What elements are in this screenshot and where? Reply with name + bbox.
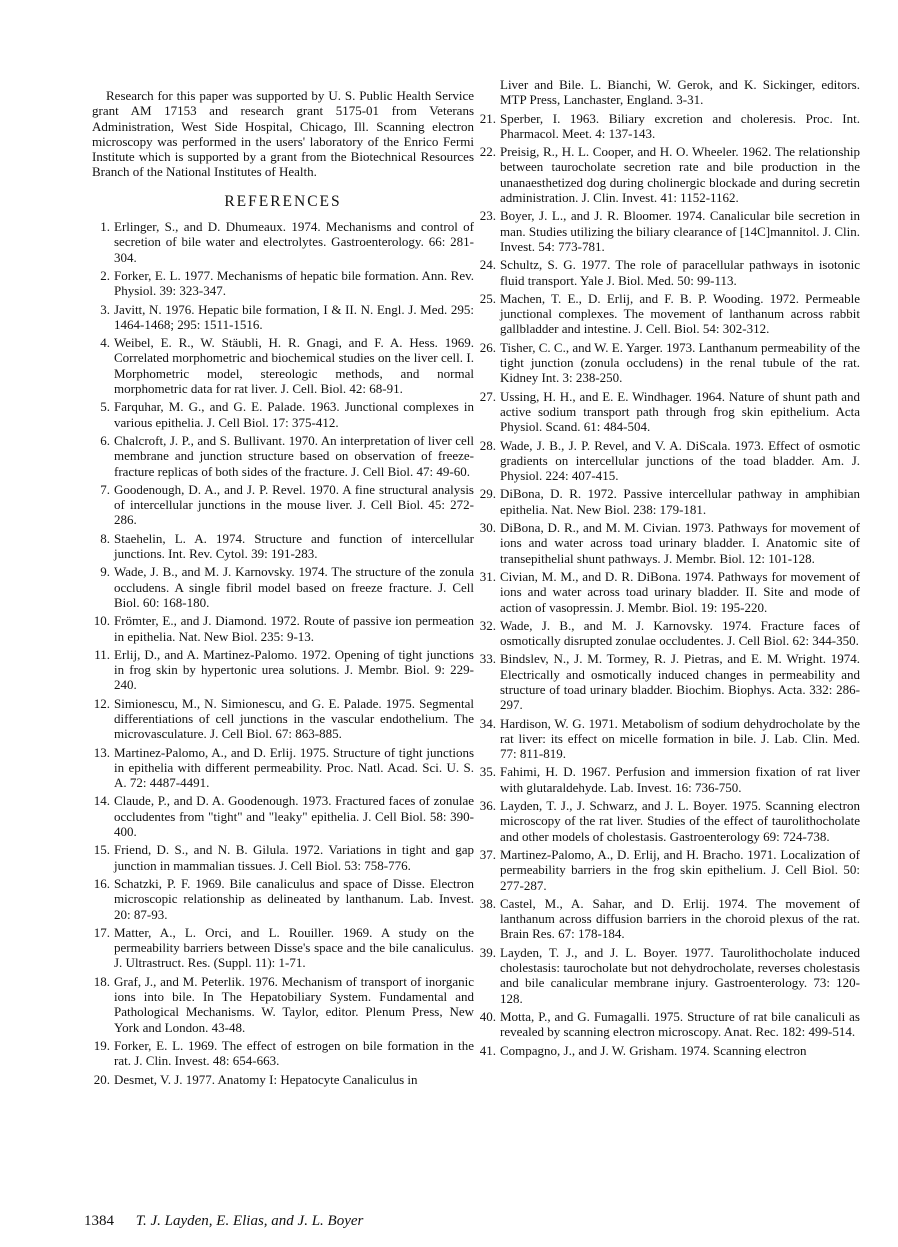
- reference-number: 13.: [93, 744, 110, 760]
- reference-item: [478, 438, 860, 484]
- reference-number: 6.: [100, 432, 110, 448]
- reference-item: [478, 208, 860, 254]
- reference-number: 25.: [479, 290, 496, 306]
- reference-number: 37.: [479, 846, 496, 862]
- reference-number: 27.: [479, 388, 496, 404]
- reference-item: [478, 520, 860, 566]
- reference-text: Castel, M., A. Sahar, and D. Erlij. 1974. The movement of lanthanum across diffusion barriers in the choroid plexus of the rat. Brain Res. 67: 178-184.: [500, 895, 860, 942]
- reference-text: Sperber, I. 1963. Biliary excretion and choleresis. Proc. Int. Pharmacol. Meet. 4: 137-143.: [500, 110, 860, 141]
- reference-item: [92, 1038, 474, 1069]
- reference-item: [92, 268, 474, 299]
- reference-item: [478, 1009, 860, 1040]
- reference-item: [92, 302, 474, 333]
- reference-item: [478, 618, 860, 649]
- reference-text: Schatzki, P. F. 1969. Bile canaliculus and space of Disse. Electron microscopic relationship as delineated by lanthanum. Lab. Invest. 20: 87-93.: [114, 875, 474, 922]
- reference-number: 41.: [479, 1042, 496, 1058]
- reference-text: Layden, T. J., and J. L. Boyer. 1977. Taurolithocholate induced cholestasis: taurocholate but not dehydrocholate, reverses cholestasis and bile canalicular membrane injury. Gastroenterology. 73: 120-128.: [500, 944, 860, 1006]
- reference-number: 14.: [93, 793, 110, 809]
- reference-item: [478, 1043, 860, 1058]
- reference-number: 31.: [479, 568, 496, 584]
- reference-number: 29.: [479, 486, 496, 502]
- reference-item: [478, 945, 860, 1006]
- reference-number: 26.: [479, 339, 496, 355]
- reference-number: 15.: [93, 842, 110, 858]
- reference-item: [92, 1072, 474, 1087]
- reference-item: [92, 974, 474, 1035]
- reference-number: 23.: [479, 208, 496, 224]
- left-column: [92, 88, 474, 1090]
- reference-text: Wade, J. B., and M. J. Karnovsky. 1974. The structure of the zonula occludens. A single fibril model based on freeze fracture. J. Cell Biol. 60: 168-180.: [114, 564, 474, 610]
- reference-text: Schultz, S. G. 1977. The role of paracellular pathways in isotonic fluid transport. Yale J. Biol. Med. 50: 99-113.: [500, 257, 860, 288]
- reference-text: Forker, E. L. 1969. The effect of estrogen on bile formation in the rat. J. Clin. Invest. 48: 654-663.: [114, 1037, 474, 1069]
- reference-number: 1.: [100, 219, 110, 235]
- reference-item: [92, 564, 474, 610]
- reference-item: [92, 876, 474, 922]
- reference-text: Layden, T. J., J. Schwarz, and J. L. Boyer. 1975. Scanning electron microscopy of the rat liver. Studies of the effect of taurolithocholate and other models of cholestasis. Gastroenterology 69: 724-738.: [500, 798, 860, 844]
- reference-text: Frömter, E., and J. Diamond. 1972. Route of passive ion permeation in epithelia. Nat. New Biol. 235: 9-13.: [114, 613, 474, 644]
- reference-list-right: [478, 111, 860, 1058]
- reference-list-left: [92, 219, 474, 1087]
- reference-item: [92, 531, 474, 562]
- reference-item: [92, 745, 474, 791]
- reference-item: [478, 257, 860, 288]
- reference-text: Staehelin, L. A. 1974. Structure and function of intercellular junctions. Int. Rev. Cytol. 39: 191-283.: [114, 530, 474, 562]
- reference-item: [478, 798, 860, 844]
- reference-number: 5.: [100, 399, 110, 415]
- reference-number: 3.: [100, 301, 110, 317]
- reference-item: [478, 764, 860, 795]
- running-authors: T. J. Layden, E. Elias, and J. L. Boyer: [135, 1213, 364, 1229]
- reference-text: Erlij, D., and A. Martinez-Palomo. 1972. Opening of tight junctions in frog skin by hypertonic urea solutions. J. Membr. Biol. 9: 229-240.: [114, 646, 474, 693]
- reference-text: Tisher, C. C., and W. E. Yarger. 1973. Lanthanum permeability of the tight junction (zonula occludens) in the renal tubule of the rat. Kidney Int. 3: 238-250.: [500, 339, 860, 386]
- reference-item: [92, 399, 474, 430]
- reference-item: [478, 716, 860, 762]
- reference-item: [478, 896, 860, 942]
- reference-text: Martinez-Palomo, A., D. Erlij, and H. Bracho. 1971. Localization of permeability barriers in the frog skin epithelium. J. Cell Biol. 50: 277-287.: [500, 846, 860, 893]
- acknowledgment: Research for this paper was supported by U. S. Public Health Service grant AM 17153 and research grant 5175-01 from Veterans Administration, West Side Hospital, Chicago, Ill. Scanning electron microscopy was performed in the users' laboratory of the Enrico Fermi Institute which is supported by a grant from the Biotechnical Resources Branch of the National Institutes of Health.: [92, 88, 474, 180]
- reference-item: [478, 111, 860, 142]
- reference-number: 32.: [479, 617, 496, 633]
- reference-text: Simionescu, M., N. Simionescu, and G. E. Palade. 1975. Segmental differentiations of cell junctions in the vascular endothelium. The microvasculature. J. Cell Biol. 67: 863-885.: [114, 695, 474, 742]
- reference-number: 18.: [93, 973, 110, 989]
- reference-item: [92, 335, 474, 396]
- reference-number: 24.: [479, 257, 496, 273]
- reference-number: 35.: [479, 764, 496, 780]
- reference-number: 2.: [100, 267, 110, 283]
- reference-text: Desmet, V. J. 1977. Anatomy I: Hepatocyte Canaliculus in: [114, 1071, 418, 1087]
- reference-text: Machen, T. E., D. Erlij, and F. B. P. Wooding. 1972. Permeable junctional complexes. The movement of lanthanum across rabbit gallbladder and intestine. J. Cell. Biol. 54: 302-312.: [500, 290, 860, 337]
- reference-number: 17.: [93, 924, 110, 940]
- reference-text: Motta, P., and G. Fumagalli. 1975. Structure of rat bile canaliculi as revealed by scanning electron microscopy. Anat. Rec. 182: 499-514.: [500, 1008, 860, 1040]
- reference-item: [92, 925, 474, 971]
- reference-text: Wade, J. B., and M. J. Karnovsky. 1974. Fracture faces of osmotically disrupted zonulae occludentes. J. Cell Biol. 62: 344-350.: [500, 617, 860, 649]
- reference-text: Civian, M. M., and D. R. DiBona. 1974. Pathways for movement of ions and water across toad urinary bladder. II. Site and mode of action of vasopressin. J. Membr. Biol. 19: 195-220.: [500, 568, 860, 615]
- reference-text: Hardison, W. G. 1971. Metabolism of sodium dehydrocholate by the rat liver: its effect on micelle formation in bile. J. Lab. Clin. Med. 77: 811-819.: [500, 715, 860, 762]
- reference-item: [92, 793, 474, 839]
- reference-item: [478, 340, 860, 386]
- reference-item: [92, 613, 474, 644]
- reference-number: 34.: [479, 715, 496, 731]
- reference-text: Goodenough, D. A., and J. P. Revel. 1970. A fine structural analysis of intercellular junctions in the mouse liver. J. Cell Biol. 45: 272-286.: [114, 481, 474, 528]
- page-number: 1384: [84, 1213, 114, 1229]
- reference-item: [92, 433, 474, 479]
- reference-text: Preisig, R., H. L. Cooper, and H. O. Wheeler. 1962. The relationship between taurocholate secretion rate and bile production in the unanaesthetized dog during cholinergic blockade and during secretin administration. J. Clin. Invest. 41: 1152-1162.: [500, 144, 860, 206]
- reference-text: Fahimi, H. D. 1967. Perfusion and immersion fixation of rat liver with glutaraldehyde. Lab. Invest. 16: 736-750.: [500, 764, 860, 795]
- reference-text: Ussing, H. H., and E. E. Windhager. 1964. Nature of shunt path and active sodium transport path through frog skin epithelium. Acta Physiol. Scand. 61: 484-504.: [500, 388, 860, 435]
- reference-number: 30.: [479, 520, 496, 536]
- page-footer: [84, 1213, 363, 1230]
- reference-number: 19.: [93, 1037, 110, 1053]
- references-heading: REFERENCES: [224, 192, 342, 210]
- reference-item: [92, 482, 474, 528]
- reference-text: Bindslev, N., J. M. Tormey, R. J. Pietras, and E. M. Wright. 1974. Electrically and osmotically induced changes in permeability and structure of toad urinary bladder. Biochim. Biophys. Acta. 332: 286-297.: [500, 651, 860, 713]
- reference-number: 36.: [479, 798, 496, 814]
- reference-number: 22.: [479, 144, 496, 160]
- reference-number: 40.: [479, 1008, 496, 1024]
- reference-text: Chalcroft, J. P., and S. Bullivant. 1970. An interpretation of liver cell membrane and junction structure based on observation of freeze-fracture replicas of both sides of the fracture. J. Cell Biol. 47: 49-60.: [114, 432, 474, 479]
- reference-item: [478, 486, 860, 517]
- reference-item: [478, 651, 860, 712]
- reference-text: Graf, J., and M. Peterlik. 1976. Mechanism of transport of inorganic ions into bile. In The Hepatobiliary System. Fundamental and Pathological Mechanisms. W. Taylor, editor. Plenum Press, New York and London. 43-48.: [114, 973, 474, 1035]
- right-column: [478, 77, 860, 1061]
- reference-number: 7.: [100, 481, 110, 497]
- reference-text: Boyer, J. L., and J. R. Bloomer. 1974. Canalicular bile secretion in man. Studies utilizing the biliary clearance of [14C]mannitol. J. Clin. Invest. 54: 773-781.: [500, 208, 860, 254]
- reference-number: 16.: [93, 875, 110, 891]
- continued-reference-text: Liver and Bile. L. Bianchi, W. Gerok, and K. Sickinger, editors. MTP Press, Lanchaster, England. 3-31.: [500, 77, 860, 108]
- reference-text: Wade, J. B., J. P. Revel, and V. A. DiScala. 1973. Effect of osmotic gradients on intercellular junctions of the toad bladder. Am. J. Physiol. 224: 407-415.: [500, 437, 860, 484]
- reference-number: 10.: [93, 613, 110, 629]
- reference-number: 39.: [479, 944, 496, 960]
- reference-text: Weibel, E. R., W. Stäubli, H. R. Gnagi, and F. A. Hess. 1969. Correlated morphometric and biochemical studies on the liver cell. I. Morphometric model, stereologic methods, and normal morphometric data for rat liver. J. Cell. Biol. 42: 68-91.: [114, 335, 474, 397]
- reference-item: [478, 389, 860, 435]
- reference-text: DiBona, D. R., and M. M. Civian. 1973. Pathways for movement of ions and water across toad urinary bladder. I. Anatomic site of transepithelial shunt pathways. J. Membr. Biol. 12: 101-128.: [500, 520, 860, 566]
- reference-text: Claude, P., and D. A. Goodenough. 1973. Fractured faces of zonulae occludentes from "tight" and "leaky" epithelia. J. Cell Biol. 58: 390-400.: [114, 793, 474, 840]
- reference-text: Matter, A., L. Orci, and L. Rouiller. 1969. A study on the permeability barriers between Disse's space and the bile canaliculus. J. Ultrastruct. Res. (Suppl. 11): 1-71.: [114, 924, 474, 971]
- reference-text: Erlinger, S., and D. Dhumeaux. 1974. Mechanisms and control of secretion of bile water and electrolytes. Gastroenterology. 66: 281-304.: [114, 219, 474, 265]
- reference-text: DiBona, D. R. 1972. Passive intercellular pathway in amphibian epithelia. Nat. New Biol. 238: 179-181.: [500, 486, 860, 517]
- reference-text: Javitt, N. 1976. Hepatic bile formation, I & II. N. Engl. J. Med. 295: 1464-1468; 295: 1511-1516.: [114, 301, 474, 332]
- reference-number: 21.: [479, 110, 496, 126]
- reference-text: Compagno, J., and J. W. Grisham. 1974. Scanning electron: [500, 1042, 807, 1058]
- reference-number: 33.: [479, 651, 496, 667]
- reference-text: Martinez-Palomo, A., and D. Erlij. 1975. Structure of tight junctions in epithelia with different permeability. Proc. Natl. Acad. Sci. U. S. A. 72: 4487-4491.: [114, 744, 474, 791]
- reference-number: 28.: [479, 437, 496, 453]
- reference-number: 9.: [100, 564, 110, 580]
- reference-item: [478, 144, 860, 205]
- reference-item: [478, 847, 860, 893]
- reference-text: Friend, D. S., and N. B. Gilula. 1972. Variations in tight and gap junction in mammalian tissues. J. Cell Biol. 53: 758-776.: [114, 842, 474, 873]
- reference-item: [92, 842, 474, 873]
- reference-text: Farquhar, M. G., and G. E. Palade. 1963. Junctional complexes in various epithelia. J. Cell Biol. 17: 375-412.: [114, 399, 474, 430]
- reference-item: [478, 569, 860, 615]
- reference-item: [92, 219, 474, 265]
- reference-item: [92, 696, 474, 742]
- reference-number: 8.: [100, 530, 110, 546]
- reference-item: [92, 647, 474, 693]
- reference-text: Forker, E. L. 1977. Mechanisms of hepatic bile formation. Ann. Rev. Physiol. 39: 323-347.: [114, 267, 474, 299]
- reference-number: 4.: [100, 335, 110, 351]
- reference-number: 20.: [93, 1071, 110, 1087]
- reference-number: 38.: [479, 895, 496, 911]
- reference-number: 12.: [93, 695, 110, 711]
- reference-number: 11.: [94, 646, 110, 662]
- reference-item: [478, 291, 860, 337]
